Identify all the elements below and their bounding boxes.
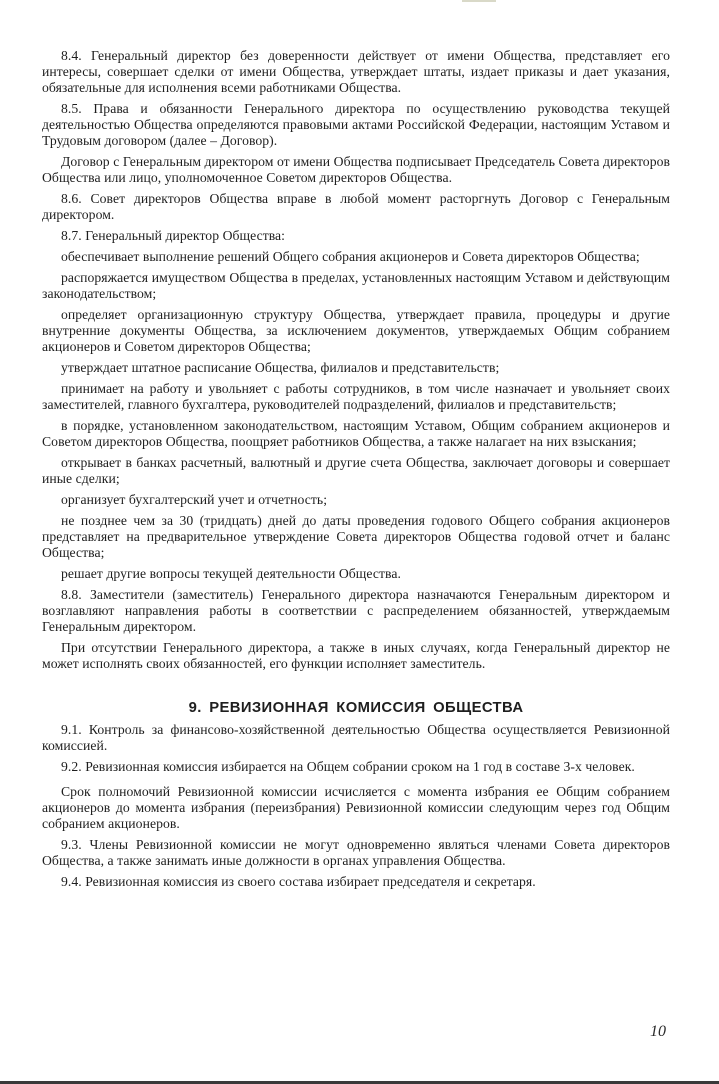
- duty-item: принимает на работу и увольняет с работы сотрудников, в том числе назначает и увольняет своих заместителей, главного бухгалтера, руководителей подразделений, филиалов и представительств;: [42, 381, 670, 412]
- clause-8-6: 8.6. Совет директоров Общества вправе в любой момент расторгнуть Договор с Генеральным директором.: [42, 191, 670, 222]
- duty-item: не позднее чем за 30 (тридцать) дней до даты проведения годового Общего собрания акционеров представляет на предварительное утверждение Совета директоров Общества годовой отчет и баланс Общества;: [42, 513, 670, 560]
- duty-item: открывает в банках расчетный, валютный и другие счета Общества, заключает договоры и совершает иные сделки;: [42, 455, 670, 486]
- document-body: [42, 48, 670, 895]
- clause-8-5: 8.5. Права и обязанности Генерального директора по осуществлению руководства текущей деятельностью Общества определяются правовыми актами Российской Федерации, настоящим Уставом и Трудовым договором (далее – Договор).: [42, 101, 670, 148]
- absence-paragraph: При отсутствии Генерального директора, а также в иных случаях, когда Генеральный директор не может исполнять своих обязанностей, его функции исполняет заместитель.: [42, 640, 670, 671]
- clause-8-7: 8.7. Генеральный директор Общества:: [61, 228, 286, 243]
- duty-item: в порядке, установленном законодательством, настоящим Уставом, Общим собранием акционеров и Советом директоров Общества, поощряет работников Общества, а также налагает на них взыскания;: [42, 418, 670, 449]
- clause-9-1: 9.1. Контроль за финансово-хозяйственной деятельностью Общества осуществляется Ревизионной комиссией.: [42, 722, 670, 753]
- clause-9-3: 9.3. Члены Ревизионной комиссии не могут одновременно являться членами Совета директоров Общества, а также занимать иные должности в органах управления Общества.: [42, 837, 670, 868]
- section-heading: 9. РЕВИЗИОННАЯ КОМИССИЯ ОБЩЕСТВА: [188, 700, 524, 716]
- duty-item: утверждает штатное расписание Общества, филиалов и представительств;: [61, 360, 500, 375]
- page-number: 10: [650, 1023, 666, 1040]
- term-of-office-paragraph: Срок полномочий Ревизионной комиссии исчисляется с момента избрания ее Общим собранием акционеров до момента избрания (переизбрания) Ревизионной комиссии следующим через год Общим собранием акционеров.: [42, 784, 670, 831]
- clause-8-4: 8.4. Генеральный директор без доверенности действует от имени Общества, представляет его интересы, совершает сделки от имени Общества, утверждает штаты, издает приказы и дает указания, обязательные для исполнения всеми работниками Общества.: [42, 48, 670, 95]
- clause-8-8: 8.8. Заместители (заместитель) Генерального директора назначаются Генеральным директором и возглавляют направления работы в соответствии с распределением обязанностей, утверждаемым Генеральным директором.: [42, 587, 670, 634]
- duty-item: определяет организационную структуру Общества, утверждает правила, процедуры и другие внутренние документы Общества, за исключением документов, утверждаемых Общим собранием акционеров и Советом директоров Общества;: [42, 307, 670, 354]
- clause-9-2: 9.2. Ревизионная комиссия избирается на Общем собрании сроком на 1 год в составе 3-х человек.: [61, 759, 635, 774]
- clause-9-4: 9.4. Ревизионная комиссия из своего состава избирает председателя и секретаря.: [61, 874, 536, 889]
- duty-item: распоряжается имуществом Общества в пределах, установленных настоящим Уставом и действующим законодательством;: [42, 270, 670, 301]
- duty-item: решает другие вопросы текущей деятельности Общества.: [61, 566, 401, 581]
- duty-item: обеспечивает выполнение решений Общего собрания акционеров и Совета директоров Общества;: [61, 249, 640, 264]
- scan-mark: [462, 0, 496, 2]
- contract-signing-paragraph: Договор с Генеральным директором от имени Общества подписывает Председатель Совета директоров Общества или лицо, уполномоченное Советом директоров Общества.: [42, 154, 670, 185]
- duty-item: организует бухгалтерский учет и отчетность;: [61, 492, 328, 507]
